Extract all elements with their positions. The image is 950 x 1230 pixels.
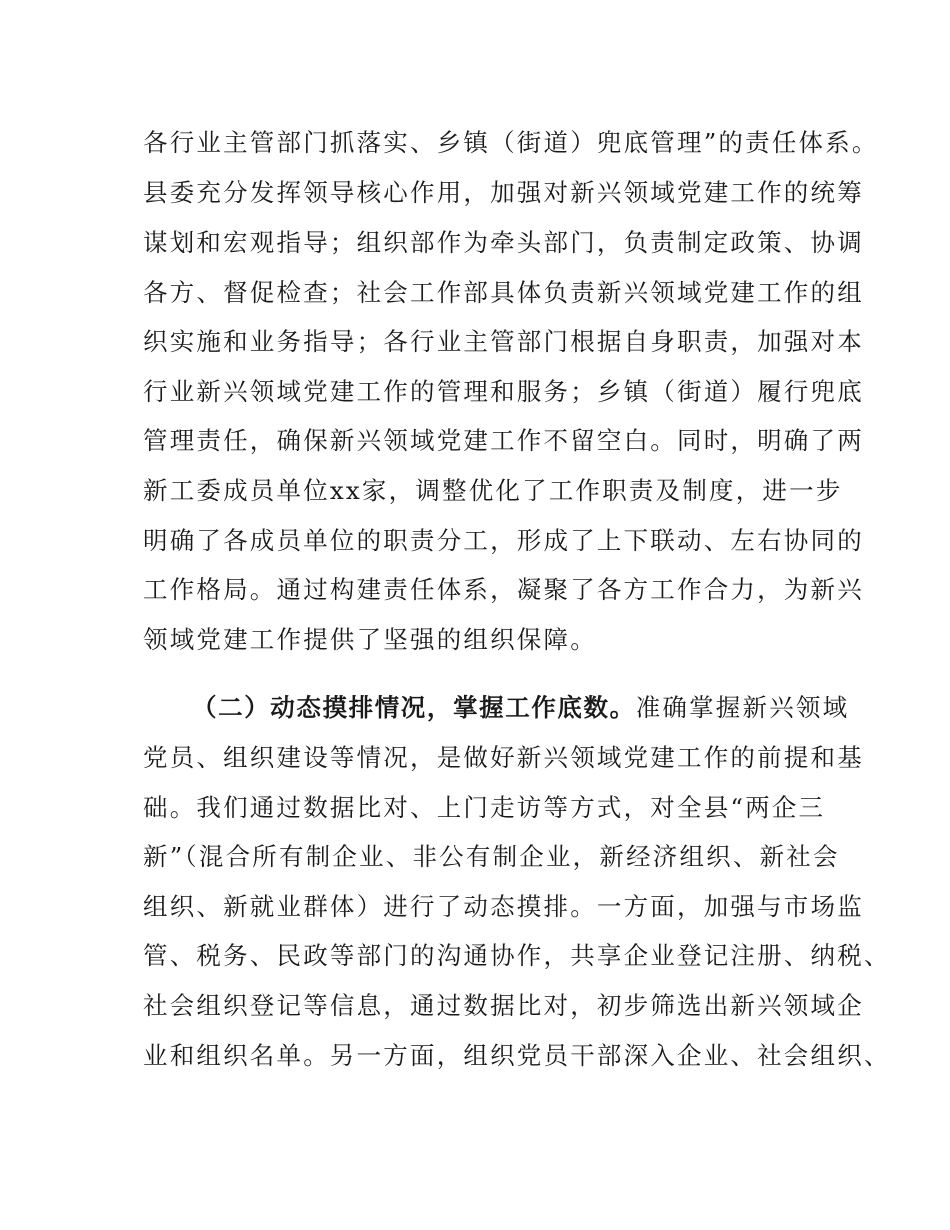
text-line: 新工委成员单位xx家，调整优化了工作职责及制度，进一步	[143, 476, 843, 505]
text-line: 县委充分发挥领导核心作用，加强对新兴领域党建工作的统筹	[143, 178, 864, 207]
text-line: 领域党建工作提供了坚强的组织保障。	[143, 625, 597, 654]
text-line: 谋划和宏观指导；组织部作为牵头部门，负责制定政策、协调	[143, 228, 864, 257]
section-heading: （二）动态摸排情况，掌握工作底数。	[192, 693, 636, 722]
text-line: 党员、组织建设等情况，是做好新兴领域党建工作的前提和基	[143, 743, 864, 772]
text-line: 各方、督促检查；社会工作部具体负责新兴领域党建工作的组	[143, 278, 864, 307]
text-line: 管、税务、民政等部门的沟通协作，共享企业登记注册、纳税、	[143, 941, 891, 970]
text-line: 织实施和业务指导；各行业主管部门根据自身职责，加强对本	[143, 327, 864, 356]
heading-line-text: 准确掌握新兴领域	[635, 693, 850, 722]
text-line: 行业新兴领域党建工作的管理和服务；乡镇（街道）履行兜底	[143, 377, 864, 406]
text-line: 社会组织登记等信息，通过数据比对，初步筛选出新兴领域企	[143, 991, 864, 1020]
text-line: 工作格局。通过构建责任体系，凝聚了各方工作合力，为新兴	[143, 575, 864, 604]
text-line: 管理责任，确保新兴领域党建工作不留空白。同时，明确了两	[143, 426, 864, 455]
text-line: 业和组织名单。另一方面，组织党员干部深入企业、社会组织、	[143, 1041, 891, 1070]
text-line: 明确了各成员单位的职责分工，形成了上下联动、左右协同的	[143, 526, 864, 555]
section-heading-line	[192, 688, 849, 728]
text-line: 各行业主管部门抓落实、乡镇（街道）兜底管理”的责任体系。	[143, 128, 879, 157]
text-line: 组织、新就业群体）进行了动态摸排。一方面，加强与市场监	[143, 892, 864, 921]
text-line: 新”（混合所有制企业、非公有制企业，新经济组织、新社会	[143, 842, 840, 871]
text-line: 础。我们通过数据比对、上门走访等方式，对全县“两企三	[143, 793, 826, 822]
